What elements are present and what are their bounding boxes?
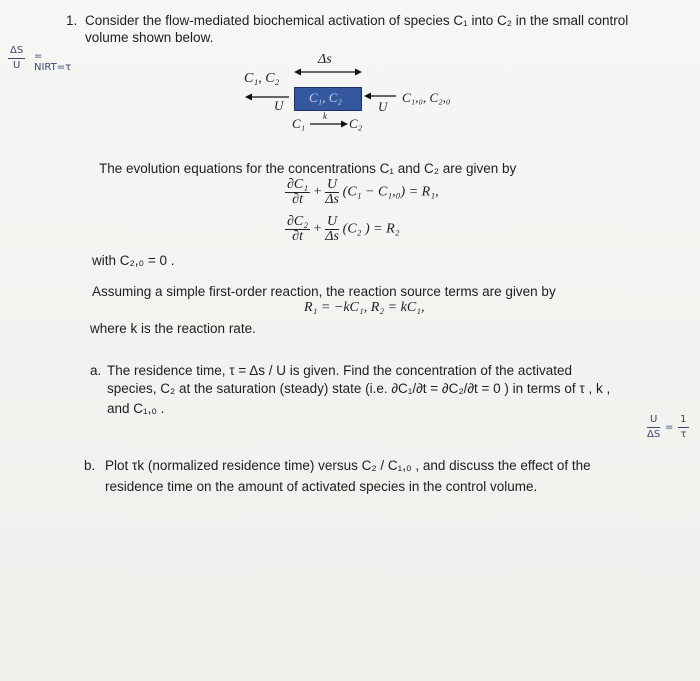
source-terms: R₁ = −kC₁, R₂ = kC₁, [304, 300, 425, 315]
part-a-label: a. [90, 363, 102, 378]
handwritten-note-right [647, 413, 689, 442]
part-a-line1: The residence time, τ = Δs / U is given. Find the concentration of the activated [107, 363, 572, 378]
where-text: where k is the reaction rate. [90, 321, 256, 336]
problem-intro-line1: Consider the flow-mediated biochemical activation of species C₁ into C₂ in the small control [85, 13, 629, 28]
handwritten-right-tau: τ [680, 429, 687, 440]
handwritten-right-eq: = [664, 422, 674, 434]
part-b-line1: Plot τk (normalized residence time) versus C₂ / C₁,₀ , and discuss the effect of the [105, 458, 591, 473]
with-text: with C₂,₀ = 0 . [92, 253, 175, 268]
eq2-ds: Δs [325, 229, 339, 244]
delta-s-arrow [294, 67, 364, 77]
eq2-dc2: ∂C₂ [287, 214, 309, 229]
part-a-line2: species, C₂ at the saturation (steady) state (i.e. ∂C₁/∂t = ∂C₂/∂t = 0 ) in terms of τ , k , [107, 381, 611, 396]
reaction-rate-label: k [323, 111, 327, 121]
eq1-ds: Δs [325, 192, 339, 207]
delta-s-label: Δs [318, 52, 332, 67]
part-b-line2: residence time on the amount of activated species in the control volume. [105, 479, 538, 494]
eq1-rhs: (C₁ − C₁,₀) = R₁, [342, 184, 439, 200]
problem-intro-line2: volume shown below. [85, 30, 214, 45]
handwritten-delta-s: ΔS [8, 44, 25, 59]
handwritten-right-u: U [647, 413, 660, 428]
handwritten-right-one: 1 [678, 413, 688, 428]
handwritten-equation: = NIRT=τ [34, 51, 72, 73]
part-a-line3: and C₁,₀ . [107, 401, 165, 416]
handwritten-right-ds: ΔS [647, 429, 661, 440]
reaction-from-label: C₁ [292, 116, 306, 131]
u-right-label: U [378, 99, 388, 114]
equation-2: $\frac{\text{∂C₂}}{\partial t}$ + $\frac{U}{\Delta s}$ (C₂ ) = R₂ [287, 214, 400, 244]
eq1-dt: ∂t [292, 192, 303, 207]
eq2-rhs: (C₂ ) = R₂ [342, 221, 400, 237]
eq1-dc1: ∂C₁ [287, 177, 309, 192]
eq2-dt: ∂t [292, 229, 303, 244]
problem-number: 1. [66, 13, 78, 28]
evolution-text: The evolution equations for the concentrations C₁ and C₂ are given by [99, 161, 517, 176]
eq1-u: U [327, 177, 338, 192]
inlet-species-label: C₁,₀, C₂,₀ [402, 90, 451, 105]
assuming-text: Assuming a simple first-order reaction, the reaction source terms are given by [92, 284, 556, 299]
outflow-arrow [245, 92, 291, 102]
left-species-label: C₁, C₂ [244, 71, 280, 86]
u-left-label: U [274, 98, 284, 113]
handwritten-u: U [12, 60, 21, 71]
reaction-to-label: C₂ [349, 116, 363, 131]
equation-1: $\frac{\text{∂C₁}}{\partial t}$ + $\frac{U}{\Delta s}$ (C₁ − C₁,₀) = R₁, [287, 177, 439, 207]
reaction-arrow [309, 117, 349, 129]
eq2-u: U [327, 214, 338, 229]
part-b-label: b. [84, 458, 96, 473]
box-species-label: C₁, C₂ [309, 90, 342, 105]
